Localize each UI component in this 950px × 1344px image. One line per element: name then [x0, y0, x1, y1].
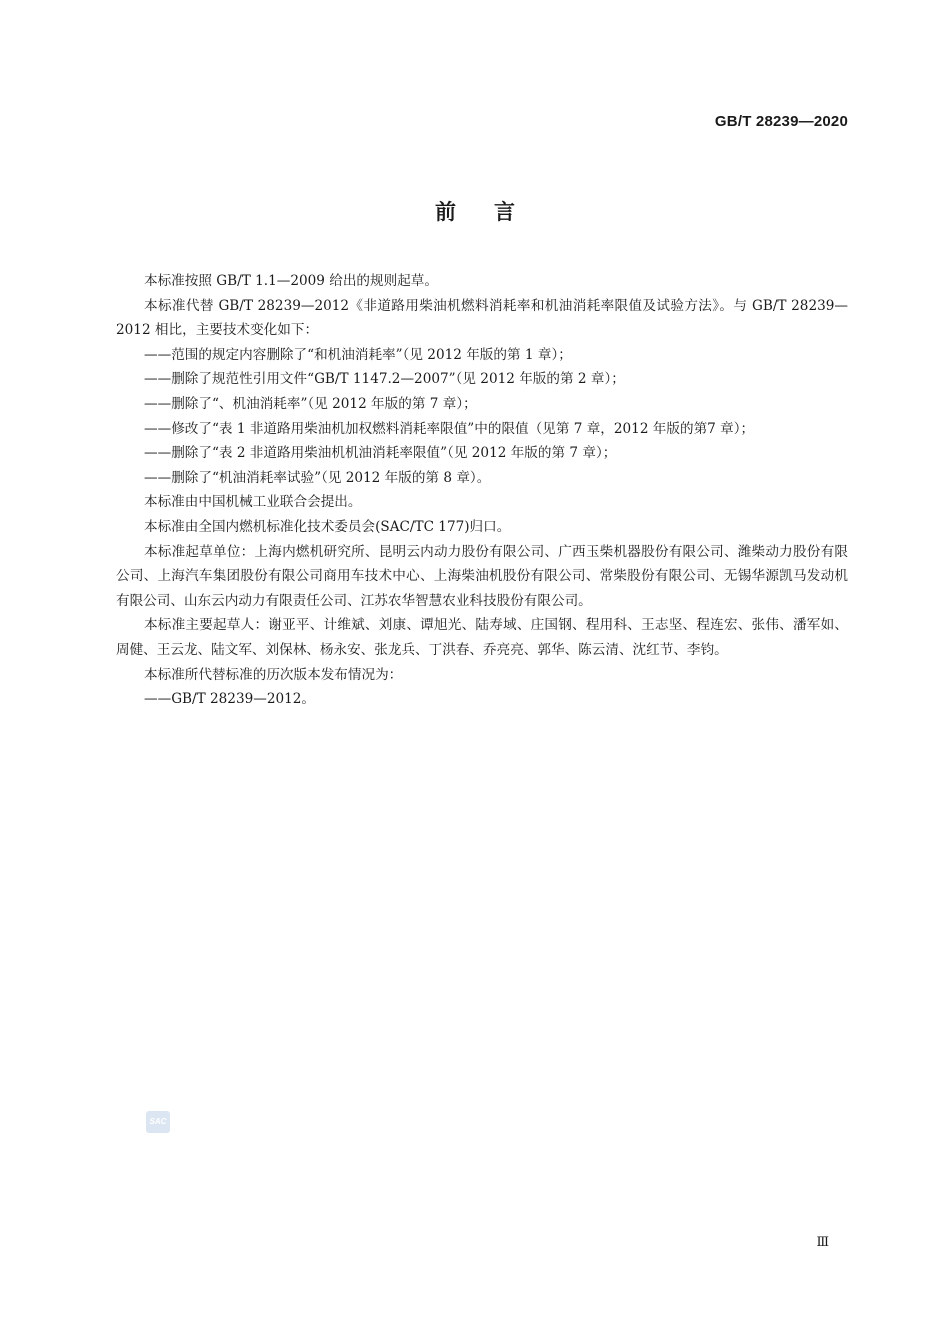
- page-number: Ⅲ: [816, 1235, 829, 1250]
- history-item: ——GB/T 28239—2012。: [144, 691, 316, 708]
- paragraph-drafting-rules: 本标准按照 GB/T 1.1—2009 给出的规则起草。: [144, 273, 438, 289]
- paragraph-replacement: 本标准代替 GB/T 28239—2012《非道路用柴油机燃料消耗率和机油消耗率限值及试验方法》。与 GB/T 28239—2012 相比，主要技术变化如下：: [116, 297, 848, 339]
- paragraph-drafters: 本标准主要起草人：谢亚平、计维斌、刘康、谭旭光、陆寿域、庄国钢、程用科、王志坚、程连宏、张伟、潘军如、周健、王云龙、陆文军、刘保林、杨永安、张龙兵、丁洪春、乔亮亮、郭华、陈云清、沈红节、李钧。: [116, 617, 848, 658]
- sac-watermark-logo: SAC: [146, 1111, 170, 1133]
- page-title: 前言: [435, 200, 553, 224]
- change-item: ——删除了“、机油消耗率”（见 2012 年版的第 7 章）；: [144, 395, 477, 412]
- change-item: ——修改了“表 1 非道路用柴油机加权燃料消耗率限值”中的限值（见第 7 章，2012 年版的第7 章）；: [144, 420, 755, 437]
- paragraph-proposer: 本标准由中国机械工业联合会提出。: [144, 494, 362, 511]
- paragraph-committee: 本标准由全国内燃机标准化技术委员会(SAC/TC 177)归口。: [144, 518, 511, 535]
- change-item: ——删除了规范性引用文件“GB/T 1147.2—2007”（见 2012 年版的第 2 章）；: [144, 371, 625, 388]
- standard-code: GB/T 28239—2020: [714, 113, 848, 130]
- document-body: [116, 269, 848, 712]
- paragraph-drafting-units: 本标准起草单位：上海内燃机研究所、昆明云内动力股份有限公司、广西玉柴机器股份有限公司、潍柴动力股份有限公司、上海汽车集团股份有限公司商用车技术中心、上海柴油机股份有限公司、常柴股份有限公司、无锡华源凯马发动机有限公司、山东云内动力有限责任公司、江苏农华智慧农业科技股份有限公司。: [116, 543, 848, 609]
- change-item: ——删除了“表 2 非道路用柴油机机油消耗率限值”（见 2012 年版的第 7 章）；: [144, 445, 617, 462]
- change-item: ——删除了“机油消耗率试验”（见 2012 年版的第 8 章）。: [144, 469, 491, 486]
- paragraph-history: 本标准所代替标准的历次版本发布情况为：: [144, 666, 403, 683]
- change-item: ——范围的规定内容删除了“和机油消耗率”（见 2012 年版的第 1 章）；: [144, 346, 572, 363]
